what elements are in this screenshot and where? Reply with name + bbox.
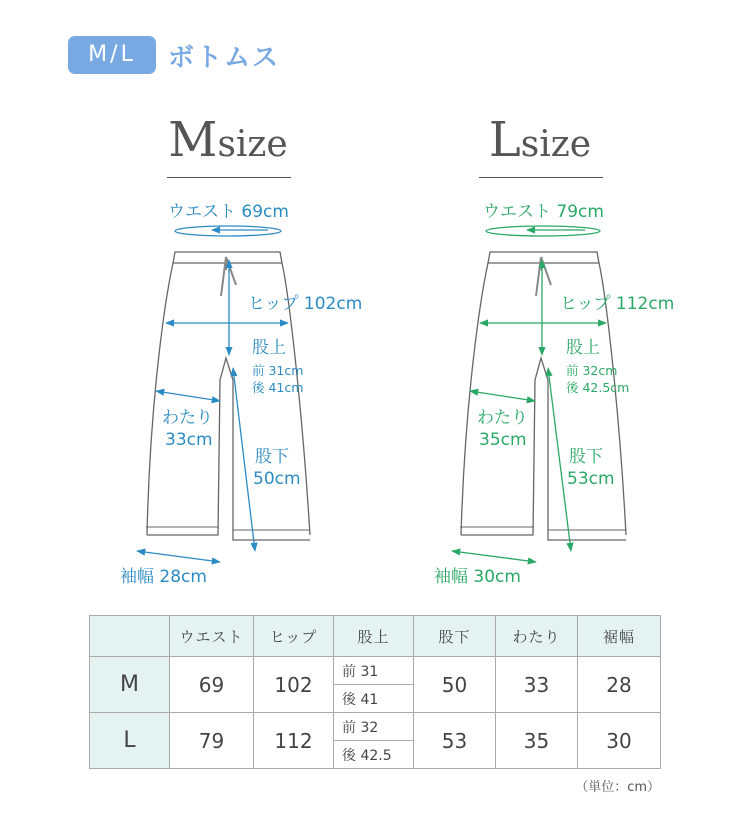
cell-waist: 69 [170,657,254,713]
size-badge: M/L [68,36,156,74]
cell-inseam: 53 [414,713,496,769]
m-rise-front: 前 31cm [252,363,304,378]
cell-rise-back: 後 42.5 [334,741,414,769]
table-header-row [90,616,661,657]
table-header-hip: ヒップ [254,616,334,657]
l-waist-label: ウエスト 79cm [483,202,604,222]
l-rise-label: 股上 [566,338,600,358]
table-header-waist: ウエスト [170,616,254,657]
row-size-m: M [90,657,170,713]
l-thigh-value: 35cm [479,430,527,450]
m-size-letter: M [168,112,218,168]
l-hip-label: ヒップ 112cm [560,294,675,314]
size-table [89,615,661,769]
cell-thigh: 35 [496,713,578,769]
l-size-word: size [520,124,592,165]
l-size-letter: L [488,112,521,168]
m-rise-back: 後 41cm [252,380,304,395]
cell-hip: 112 [254,713,334,769]
cell-rise-front: 前 32 [334,713,414,741]
table-row [90,713,661,741]
m-waist-label: ウエスト 69cm [168,202,289,222]
cell-hip: 102 [254,657,334,713]
l-inseam-label: 股下 [569,447,603,467]
cell-waist: 79 [170,713,254,769]
cell-rise-back: 後 41 [334,685,414,713]
m-thigh-label: わたり [162,408,213,428]
table-row [90,657,661,685]
l-rise-front: 前 32cm [566,363,618,378]
m-hip-label: ヒップ 102cm [248,294,363,314]
m-inseam-label: 股下 [255,447,289,467]
row-size-l: L [90,713,170,769]
m-size-word: size [217,124,288,165]
page-title: ボトムス [168,43,281,73]
m-inseam-value: 50cm [253,469,301,489]
m-rise-label: 股上 [252,338,286,358]
table-header-thigh: わたり [496,616,578,657]
l-inseam-value: 53cm [567,469,615,489]
l-hem-label: 袖幅 30cm [434,567,521,587]
table-header-rise: 股上 [334,616,414,657]
m-hem-label: 袖幅 28cm [120,567,207,587]
m-thigh-value: 33cm [165,430,213,450]
cell-inseam: 50 [414,657,496,713]
cell-hem: 28 [578,657,661,713]
cell-thigh: 33 [496,657,578,713]
cell-hem: 30 [578,713,661,769]
l-rise-back: 後 42.5cm [566,380,630,395]
l-thigh-label: わたり [477,408,528,428]
table-header-inseam: 股下 [414,616,496,657]
table-header-blank [90,616,170,657]
table-header-hem: 裾幅 [578,616,661,657]
unit-note: （単位：cm） [575,780,660,795]
cell-rise-front: 前 31 [334,657,414,685]
